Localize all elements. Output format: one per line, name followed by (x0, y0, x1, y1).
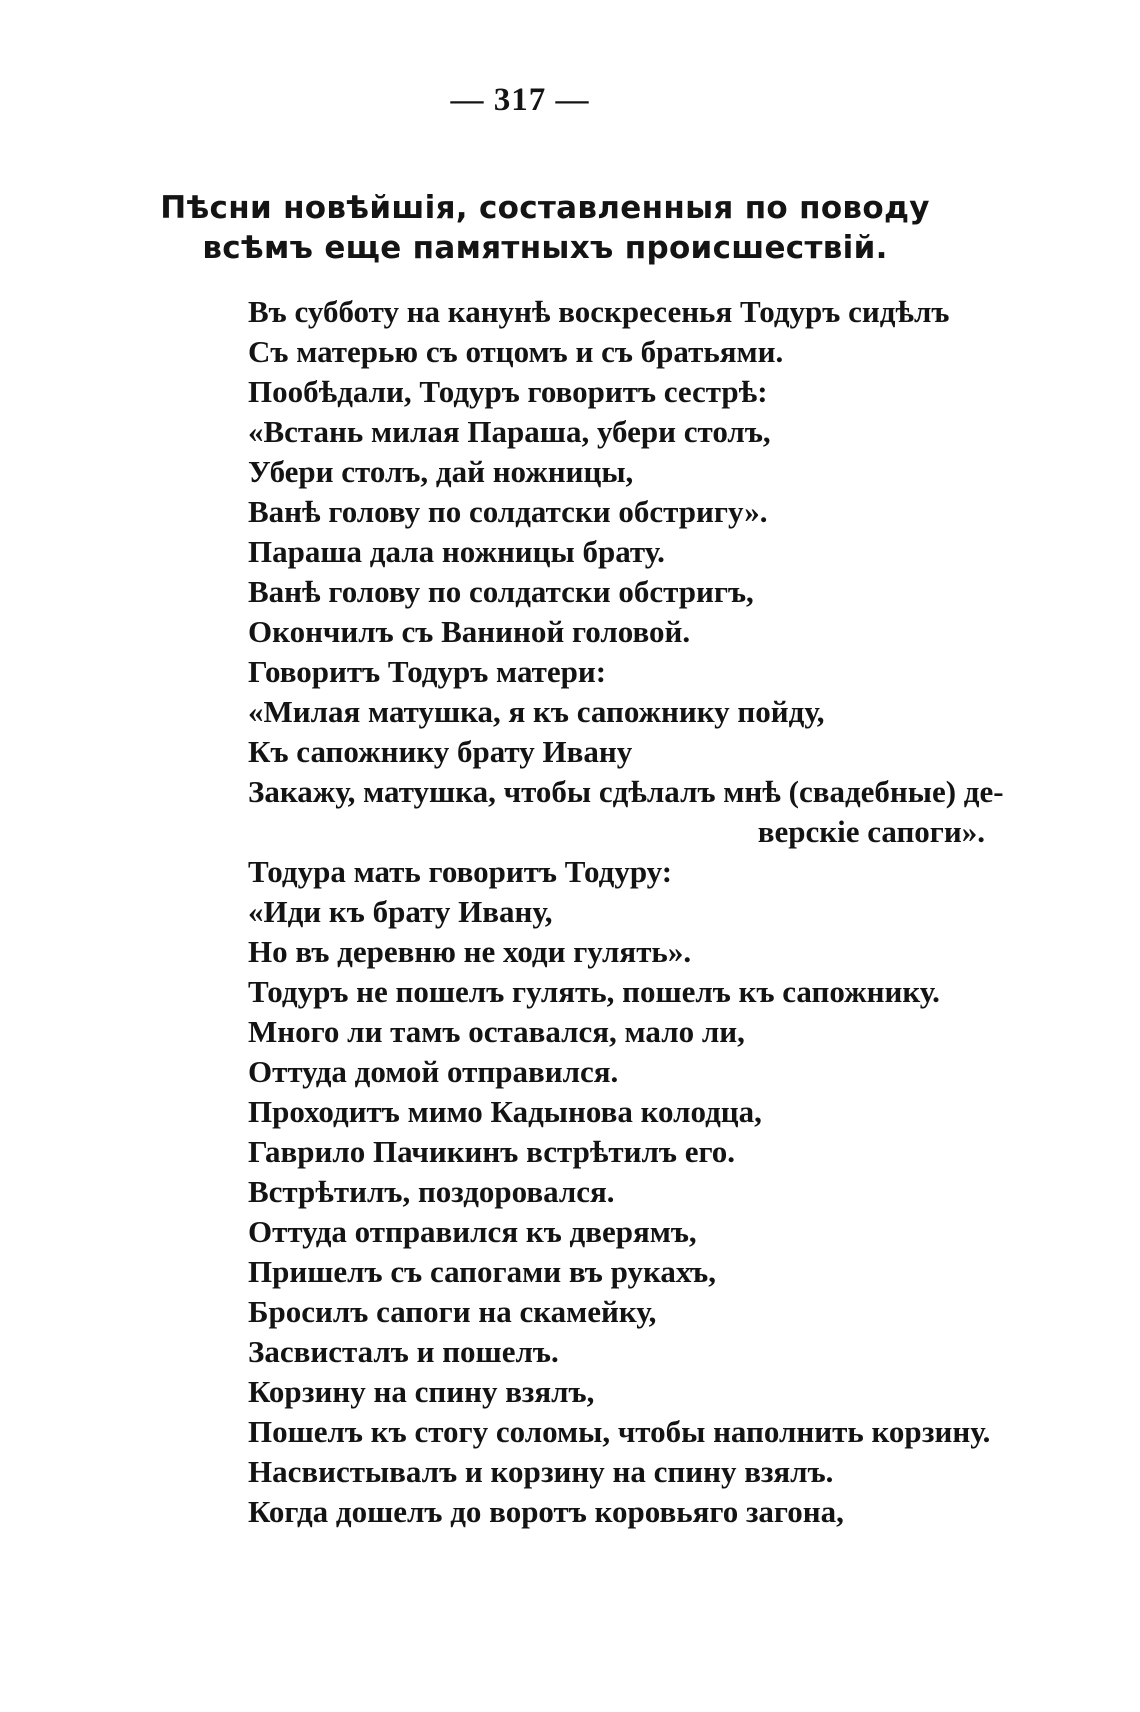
heading-line-1: Пѣсни новѣйшія, составленныя по поводу (160, 190, 930, 226)
poem-line: Убери столъ, дай ножницы, (248, 454, 634, 489)
poem-line: Параша дала ножницы брату. (248, 534, 665, 569)
poem-line: Тодуръ не пошелъ гулять, пошелъ къ сапожнику. (248, 974, 940, 1009)
poem-line: Проходитъ мимо Кадынова колодца, (248, 1094, 762, 1129)
poem-line: Закажу, матушка, чтобы сдѣлалъ мнѣ (свадебные) де- (248, 774, 1004, 809)
heading-line-2: всѣмъ еще памятныхъ происшествій. (202, 230, 888, 266)
poem-line: Насвистывалъ и корзину на спину взялъ. (248, 1454, 834, 1489)
poem-line: Оттуда отправился къ дверямъ, (248, 1214, 697, 1249)
poem-line: Оттуда домой отправился. (248, 1054, 619, 1089)
poem-text (248, 292, 1004, 1532)
section-heading (100, 188, 990, 268)
poem-line: Пошелъ къ стогу соломы, чтобы наполнить корзину. (248, 1414, 991, 1449)
poem-line: Корзину на спину взялъ, (248, 1374, 595, 1409)
poem-line: «Милая матушка, я къ сапожнику пойду, (248, 694, 825, 729)
poem-line: Съ матерью съ отцомъ и съ братьями. (248, 334, 784, 369)
poem-line: Гаврило Пачикинъ встрѣтилъ его. (248, 1134, 736, 1169)
page-number: — 317 — (450, 82, 590, 118)
poem-line: Окончилъ съ Ваниной головой. (248, 614, 691, 649)
poem-line: Бросилъ сапоги на скамейку, (248, 1294, 657, 1329)
poem-line-continuation: верскіе сапоги». (757, 814, 985, 849)
poem-line: Тодура мать говоритъ Тодуру: (248, 854, 673, 889)
poem-line: Въ субботу на канунѣ воскресенья Тодуръ сидѣлъ (248, 294, 950, 329)
poem-line: Но въ деревню не ходи гулять». (248, 934, 692, 969)
poem-line: Пообѣдали, Тодуръ говоритъ сестрѣ: (248, 374, 768, 409)
poem-line: «Иди къ брату Ивану, (248, 894, 553, 929)
poem-line: Много ли тамъ оставался, мало ли, (248, 1014, 745, 1049)
poem-line: Встрѣтилъ, поздоровался. (248, 1174, 615, 1209)
poem-line: Пришелъ съ сапогами въ рукахъ, (248, 1254, 716, 1289)
poem-line: Говоритъ Тодуръ матери: (248, 654, 607, 689)
poem-line: «Встань милая Параша, убери столъ, (248, 414, 771, 449)
poem-line: Ванѣ голову по солдатски обстригу». (248, 494, 768, 529)
poem-line: Къ сапожнику брату Ивану (248, 734, 633, 769)
poem-line: Засвисталъ и пошелъ. (248, 1334, 559, 1369)
poem-line: Когда дошелъ до воротъ коровьяго загона, (248, 1494, 844, 1529)
poem-line: Ванѣ голову по солдатски обстригъ, (248, 574, 754, 609)
